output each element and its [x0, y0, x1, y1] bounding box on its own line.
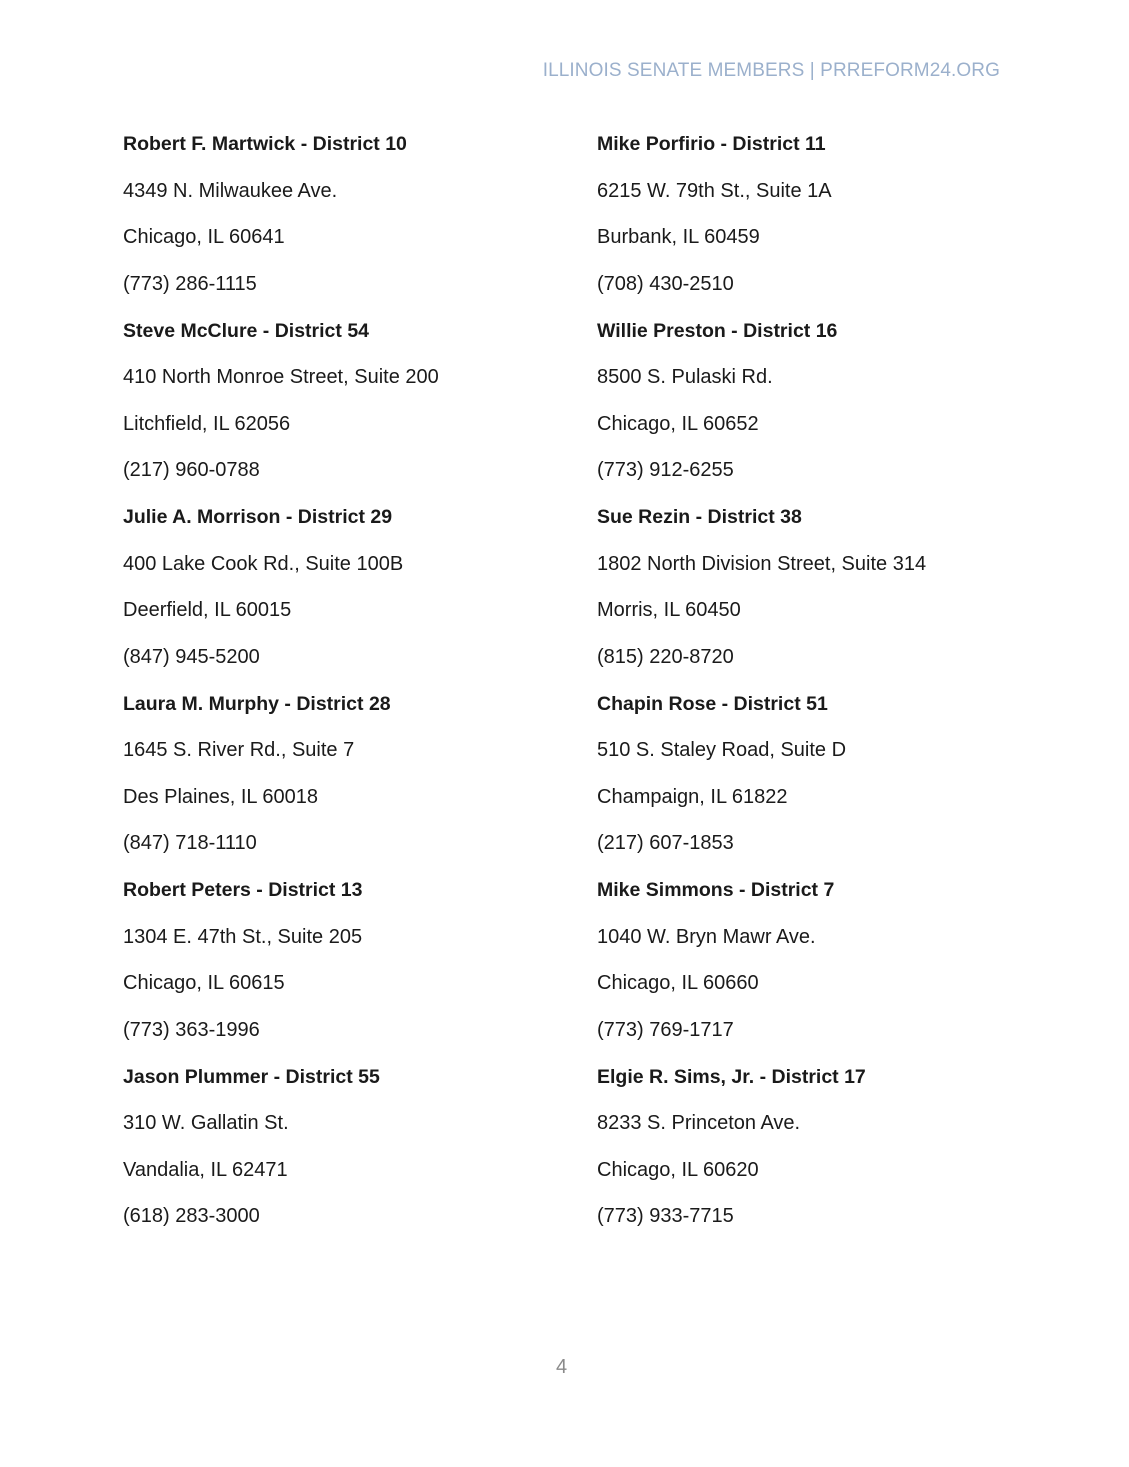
member-city: Champaign, IL 61822	[597, 785, 788, 808]
member-street: 1802 North Division Street, Suite 314	[597, 552, 927, 575]
member-column-right	[597, 130, 926, 1249]
member-entry	[597, 876, 926, 1063]
member-phone: (618) 283-3000	[123, 1205, 260, 1228]
member-street: 8233 S. Princeton Ave.	[597, 1112, 801, 1135]
member-entry	[597, 130, 926, 317]
member-city: Chicago, IL 60620	[597, 1158, 759, 1181]
member-street: 410 North Monroe Street, Suite 200	[123, 366, 439, 389]
member-name: Steve McClure - District 54	[123, 319, 370, 342]
member-entry	[123, 503, 439, 690]
member-name: Mike Porfirio - District 11	[597, 133, 826, 155]
member-entry	[123, 130, 439, 317]
page-number: 4	[555, 1356, 568, 1378]
member-phone: (217) 960-0788	[123, 459, 260, 482]
member-street: 4349 N. Milwaukee Ave.	[123, 179, 338, 202]
member-city: Des Plaines, IL 60018	[123, 785, 318, 808]
member-street: 1645 S. River Rd., Suite 7	[123, 739, 355, 762]
member-street: 1304 E. 47th St., Suite 205	[123, 925, 363, 948]
member-entry	[597, 1063, 926, 1250]
member-phone: (847) 945-5200	[123, 645, 260, 668]
member-name: Laura M. Murphy - District 28	[123, 692, 391, 715]
member-phone: (773) 912-6255	[597, 459, 734, 482]
member-city: Chicago, IL 60615	[123, 972, 285, 995]
member-city: Chicago, IL 60641	[123, 226, 285, 249]
member-street: 310 W. Gallatin St.	[123, 1112, 289, 1135]
member-entry	[597, 690, 926, 877]
member-entry	[123, 317, 439, 504]
member-street: 510 S. Staley Road, Suite D	[597, 739, 847, 762]
member-city: Burbank, IL 60459	[597, 226, 760, 249]
member-city: Chicago, IL 60652	[597, 412, 759, 435]
member-phone: (773) 286-1115	[123, 272, 257, 295]
member-name: Julie A. Morrison - District 29	[123, 506, 393, 528]
member-city: Morris, IL 60450	[597, 599, 741, 622]
member-entry	[597, 317, 926, 504]
member-entry	[597, 503, 926, 690]
member-name: Robert F. Martwick - District 10	[123, 133, 407, 155]
page-header: ILLINOIS SENATE MEMBERS | PRREFORM24.ORG	[542, 60, 1000, 81]
member-entry	[123, 876, 439, 1063]
member-phone: (773) 769-1717	[597, 1018, 734, 1041]
member-phone: (815) 220-8720	[597, 645, 734, 668]
member-city: Litchfield, IL 62056	[123, 412, 291, 435]
member-name: Jason Plummer - District 55	[123, 1065, 380, 1088]
member-street: 8500 S. Pulaski Rd.	[597, 366, 773, 389]
member-street: 400 Lake Cook Rd., Suite 100B	[123, 552, 404, 575]
member-name: Robert Peters - District 13	[123, 879, 363, 901]
member-phone: (773) 363-1996	[123, 1018, 260, 1041]
member-entry	[123, 690, 439, 877]
member-name: Chapin Rose - District 51	[597, 692, 828, 715]
member-phone: (708) 430-2510	[597, 272, 734, 295]
member-phone: (847) 718-1110	[123, 832, 257, 855]
member-street: 1040 W. Bryn Mawr Ave.	[597, 925, 816, 948]
member-phone: (217) 607-1853	[597, 832, 734, 855]
member-name: Willie Preston - District 16	[597, 319, 838, 342]
member-column-left	[123, 130, 439, 1249]
member-street: 6215 W. 79th St., Suite 1A	[597, 179, 832, 202]
member-entry	[123, 1063, 439, 1250]
member-city: Vandalia, IL 62471	[123, 1158, 288, 1181]
member-city: Chicago, IL 60660	[597, 972, 759, 995]
member-city: Deerfield, IL 60015	[123, 599, 292, 622]
member-name: Mike Simmons - District 7	[597, 879, 835, 901]
member-name: Elgie R. Sims, Jr. - District 17	[597, 1065, 866, 1088]
member-phone: (773) 933-7715	[597, 1205, 734, 1228]
member-name: Sue Rezin - District 38	[597, 506, 802, 528]
